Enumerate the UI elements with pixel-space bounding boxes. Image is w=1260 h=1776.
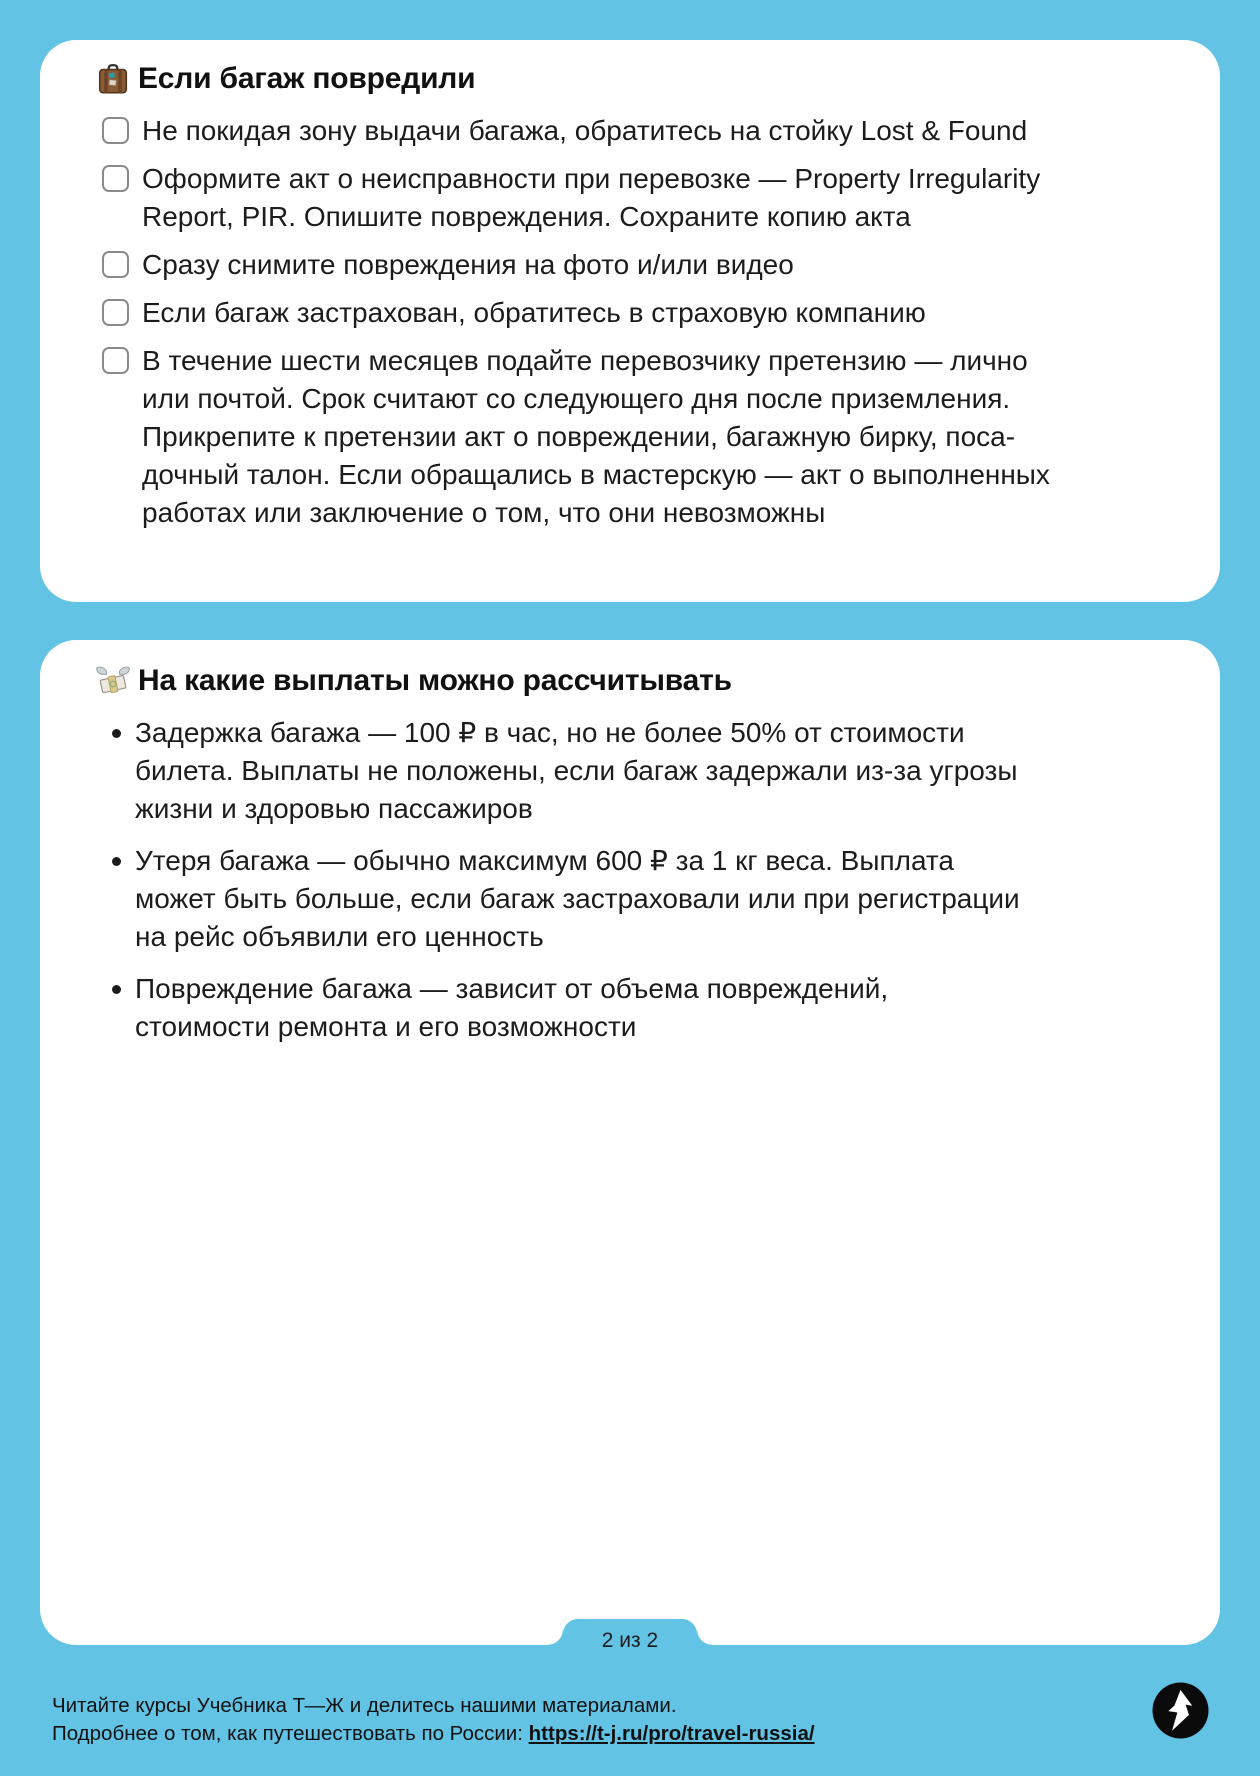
- payout-item-text: Утеря багажа — обычно максимум 600 ₽ за 1 кг веса. Выплата может быть больше, если багаж застраховали или при регистрации на рейс объявили его ценность: [135, 845, 1020, 952]
- luggage-icon: [94, 60, 132, 98]
- bullet-icon: [112, 985, 121, 994]
- checklist-item: [80, 246, 1180, 284]
- checkbox[interactable]: [102, 299, 129, 326]
- payouts-list: [80, 714, 1180, 1046]
- money-with-wings-icon: [94, 662, 132, 700]
- card-baggage-damaged: [40, 40, 1220, 602]
- card-damaged-title-row: [80, 60, 1180, 98]
- card-payouts: [40, 640, 1220, 1652]
- footer-line1: Читайте курсы Учебника Т—Ж и делитесь нашими материалами.: [52, 1694, 677, 1717]
- t-j-logo-icon: [1152, 1682, 1209, 1739]
- page-indicator: 2 из 2: [601, 1629, 659, 1652]
- card-damaged-title: Если багаж повредили: [138, 62, 476, 95]
- page-indicator-tab: [563, 1619, 697, 1667]
- payout-item: [80, 842, 1180, 956]
- payout-item-text: Задержка багажа — 100 ₽ в час, но не более 50% от стоимости билета. Выплаты не положены, если багаж задержали из-за угрозы жизни и здоровью пассажиров: [135, 717, 1018, 824]
- payout-item: [80, 970, 1180, 1046]
- checklist-item-text: Если багаж застрахован, обратитесь в страховую компанию: [142, 297, 926, 328]
- checklist-item-text: Оформите акт о неисправности при перевозке — Property Irregularity Report, PIR. Опишите повреждения. Сохраните копию акта: [142, 163, 1041, 232]
- checkbox[interactable]: [102, 117, 129, 144]
- checklist-item-text: В течение шести месяцев подайте перевозчику претензию — лично или почтой. Срок считают со следующего дня после приземления. Прикрепите к претензии акт о повреждении, багажную бирку, поса- дочный талон. Если обращались в мастерскую — акт о выполненных работах или заключение о том, что они невозможны: [142, 345, 1050, 528]
- checklist-item-text: Сразу снимите повреждения на фото и/или видео: [142, 249, 794, 280]
- bullet-icon: [112, 729, 121, 738]
- checklist-item: [80, 160, 1180, 236]
- checkbox[interactable]: [102, 251, 129, 278]
- footer-link[interactable]: https://t-j.ru/pro/travel-russia/: [528, 1722, 815, 1745]
- payout-item: [80, 714, 1180, 828]
- checkbox[interactable]: [102, 165, 129, 192]
- card-payouts-title: На какие выплаты можно рассчитывать: [138, 664, 732, 697]
- checklist-item: [80, 294, 1180, 332]
- footer-line2-text: Подробнее о том, как путешествовать по России:: [52, 1722, 529, 1745]
- checklist-item: [80, 342, 1180, 532]
- card-payouts-title-row: [80, 662, 1180, 700]
- footer: [52, 1692, 815, 1748]
- payout-item-text: Повреждение багажа — зависит от объема повреждений, стоимости ремонта и его возможности: [135, 973, 889, 1042]
- checklist-item-text: Не покидая зону выдачи багажа, обратитесь на стойку Lost & Found: [142, 115, 1028, 146]
- damaged-checklist: [80, 112, 1180, 532]
- checkbox[interactable]: [102, 347, 129, 374]
- footer-line2: [52, 1720, 815, 1748]
- checklist-item: [80, 112, 1180, 150]
- bullet-icon: [112, 857, 121, 866]
